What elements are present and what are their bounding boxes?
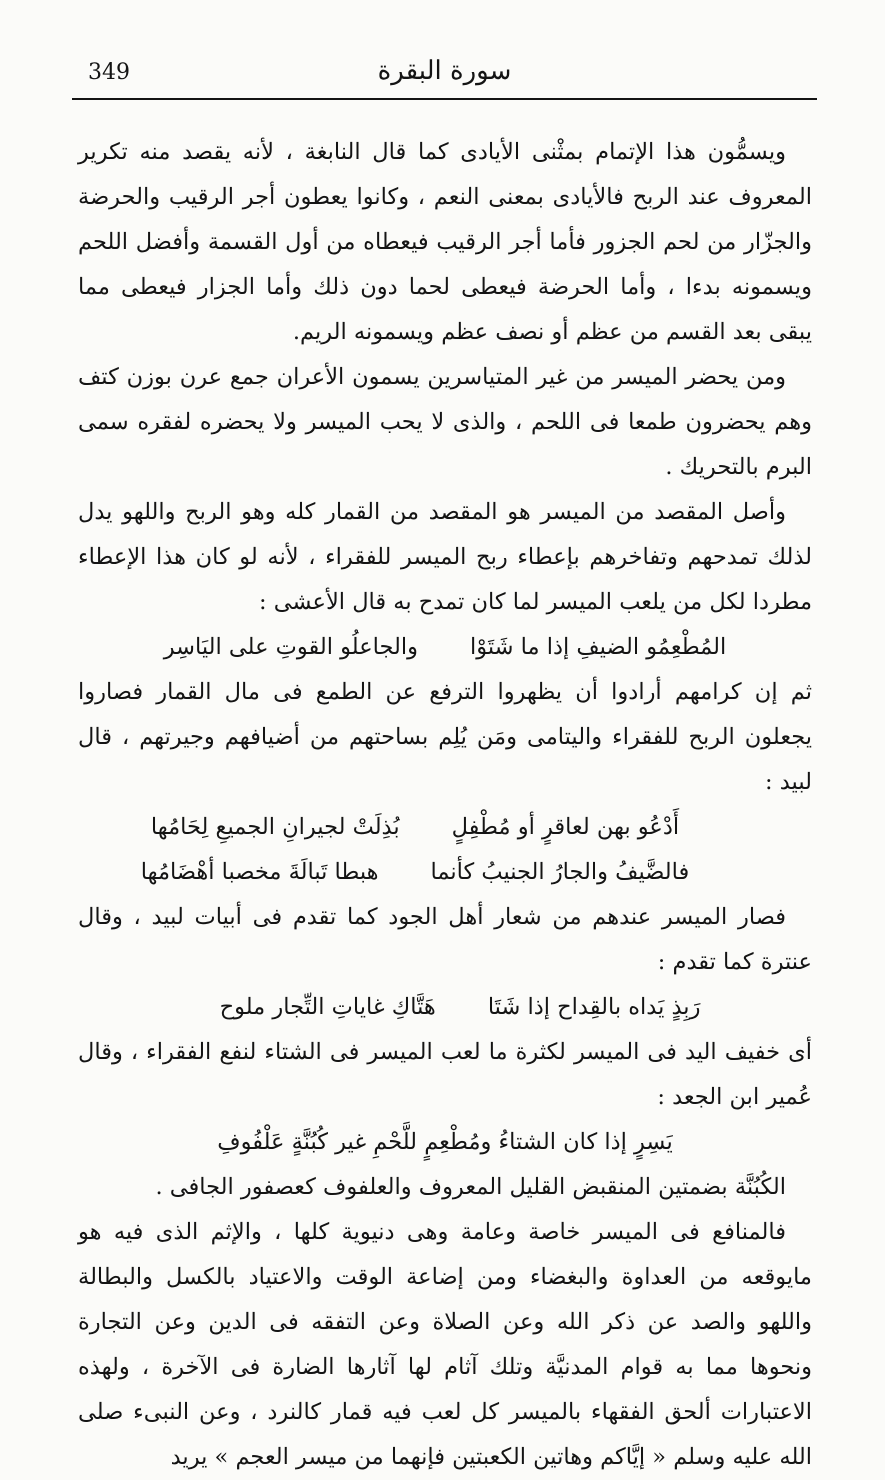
page-header (72, 52, 817, 96)
running-title: سورة البقرة (377, 56, 512, 86)
page-body (78, 130, 812, 1480)
verse-labid-1-second: أَدْعُو بهن لعاقرٍ أو مُطْفِلٍ (451, 814, 680, 840)
verse-antara-first: هَتَّاكِ غاياتِ التِّجار ملوح (219, 994, 436, 1020)
verse-antara-second: رَبِذٍ يَداه بالقِداح إذا شَتَا (487, 994, 701, 1020)
verse-umayr (78, 1120, 812, 1165)
paragraph-6: أى خفيف اليد فى الميسر لكثرة ما لعب الميسر فى الشتاء لنفع الفقراء ، وقال عُمير ابن الجعد : (78, 1039, 812, 1110)
paragraph-8: فالمنافع فى الميسر خاصة وعامة وهى دنيوية كلها ، والإثم الذى فيه هو مايوقعه من العداوة والبغضاء ومن إضاعة الوقت والاعتياد بالكسل والبطالة واللهو والصد عن ذكر الله وعن الصلاة وعن التفقه فى الدين وعن التجارة ونحوها مما به قوام المدنيَّة وتلك آثام لها آثارها الضارة فى الآخرة ، ولهذه الاعتبارات ألحق الفقهاء بالميسر كل لعب فيه قمار كالنرد ، وعن النبىء صلى الله عليه وسلم « إيَّاكم وهاتين الكعبتين فإنهما من ميسر العجم » يريد (78, 1219, 812, 1470)
verse-labid-2-second: فالضَّيفُ والجارُ الجنيبُ كأنما (430, 859, 690, 885)
paragraph-7: الكُبُنَّة بضمتين المنقبض القليل المعروف والعلفوف كعصفور الجافى . (155, 1174, 786, 1200)
verse-antara (78, 985, 812, 1030)
verse-labid-1 (78, 805, 812, 850)
verse-alasha-second: والجاعلُو القوتِ على اليَاسِر (163, 634, 418, 660)
paragraph-3: وأصل المقصد من الميسر هو المقصد من القمار كله وهو الربح واللهو يدل لذلك تمدحهم وتفاخرهم بإعطاء ربح الميسر للفقراء ، لأنه لو كان هذا الإعطاء مطردا لكل من يلعب الميسر لما كان تمدح به قال الأعشى : (78, 499, 812, 615)
verse-alasha-first: المُطْعِمُو الضيفِ إذا ما شَتَوْا (469, 634, 727, 660)
paragraph-2: ومن يحضر الميسر من غير المتياسرين يسمون الأعران جمع عرن بوزن كتف وهم يحضرون طمعا فى اللحم ، والذى لا يحب الميسر ولا يحضره لفقره سمى البرم بالتحريك . (78, 364, 812, 480)
paragraph-1: ويسمُّون هذا الإتمام بمثْنى الأيادى كما قال النابغة ، لأنه يقصد منه تكرير المعروف عند الربح فالأيادى بمعنى النعم ، وكانوا يعطون أجر الرقيب والحرضة والجزّار من لحم الجزور فأما أجر الرقيب فيعطاه من أول القسمة وأفضل اللحم ويسمونه بدءا ، وأما الحرضة فيعطى لحما دون ذلك وأما الجزار فيعطى مما يبقى بعد القسم من عظم أو نصف عظم ويسمونه الريم. (78, 139, 812, 345)
verse-umayr-text: يَسِرٍ إذا كان الشتاءُ ومُطْعِمٍ للَّحْمِ غير كُبُنَّةٍ عَلْفُوفِ (217, 1129, 673, 1155)
paragraph-4: ثم إن كرامهم أرادوا أن يظهروا الترفع عن الطمع فى مال القمار فصاروا يجعلون الربح للفقراء واليتامى ومَن يُلِم بساحتهم من أضيافهم وجيرتهم ، قال لبيد : (78, 679, 812, 795)
verse-labid-1-first: بُذِلَتْ لجيرانِ الجميعِ لِحَامُها (150, 814, 400, 840)
paragraph-5: فصار الميسر عندهم من شعار أهل الجود كما تقدم فى أبيات لبيد ، وقال عنترة كما تقدم : (78, 904, 812, 975)
page-number: 349 (88, 60, 130, 85)
verse-labid-2 (78, 850, 812, 895)
verse-labid-2-first: هبطا تَبالَةَ مخصبا أهْضَامُها (140, 859, 379, 885)
verse-alasha (78, 625, 812, 670)
header-rule (72, 98, 817, 100)
